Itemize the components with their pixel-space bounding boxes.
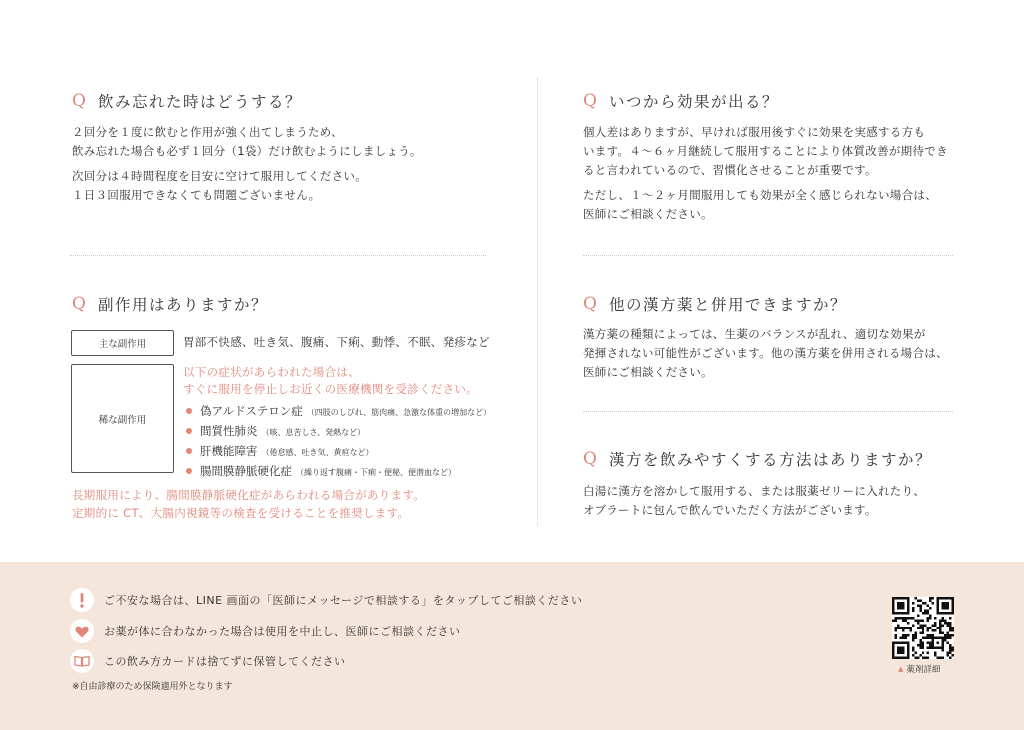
list-item <box>186 422 491 442</box>
symptom-note: （四肢のしびれ、筋肉痛、急激な体重の増加など） <box>306 408 492 417</box>
q-mark: Q <box>583 294 597 314</box>
qr-caption[interactable] <box>898 663 940 675</box>
answer-line: 飲み忘れた場合も必ず１回分（1袋）だけ飲むようにしましょう。 <box>72 144 422 158</box>
book-icon <box>70 649 94 673</box>
symptom-name: 間質性肺炎 <box>200 424 258 438</box>
divider-left-top <box>70 255 486 256</box>
warning-line: 以下の症状があらわれた場合は、 <box>183 365 360 379</box>
divider-right-mid <box>583 411 953 412</box>
bullet-icon <box>186 428 192 434</box>
answer-line: ２回分を１度に飲むと作用が強く出てしまうため、 <box>72 125 343 139</box>
answer-line: １日３回服用できなくても問題ございません。 <box>72 188 321 202</box>
faq-title: 漢方を飲みやすくする方法はありますか？ <box>608 451 932 469</box>
rare-side-effects-label <box>71 364 174 473</box>
q-mark: Q <box>72 294 86 314</box>
exclamation-icon <box>70 588 94 612</box>
answer-line: ると言われているので、習慣化させることが重要です。 <box>583 163 877 177</box>
faq-title: 他の漢方薬と併用できますか？ <box>608 296 847 314</box>
answer-line: 次回分は４時間程度を目安に空けて服用してください。 <box>72 169 367 183</box>
answer-line: ただし、１〜２ヶ月間服用しても効果が全く感じられない場合は、 <box>583 188 937 202</box>
long-term-warning <box>72 486 425 522</box>
footer-row-stop-use <box>70 619 461 643</box>
answer-line: います。４〜６ヶ月継続して服用することにより体質改善が期待でき <box>583 144 948 158</box>
faq-missed-dose-heading <box>72 90 302 112</box>
faq-side-effects-heading <box>72 293 268 315</box>
q-mark: Q <box>583 91 597 111</box>
q-mark: Q <box>583 449 597 469</box>
answer-line: 白湯に漢方を溶かして服用する、または服薬ゼリーに入れたり、 <box>583 484 926 498</box>
bullet-icon <box>186 468 192 474</box>
footer-text: この飲み方カードは捨てずに保管してください <box>104 655 346 668</box>
faq-combination-answer <box>583 325 948 382</box>
list-item <box>186 402 491 422</box>
answer-line: オブラートに包んで飲んでいただく方法がございます。 <box>583 503 877 517</box>
answer-line: 個人差はありますが、早ければ服用後すぐに効果を実感する方も <box>583 125 926 139</box>
warning-line: 定期的に CT、大腸内視鏡等の検査を受けることを推奨します。 <box>72 506 410 520</box>
divider-right-top <box>583 255 953 256</box>
symptom-name: 腸間膜静脈硬化症 <box>200 464 292 478</box>
bullet-icon <box>186 448 192 454</box>
warning-line: 長期服用により、腸間膜静脈硬化症があらわれる場合があります。 <box>72 488 426 502</box>
faq-easy-intake-answer <box>583 482 925 520</box>
list-item <box>186 462 491 482</box>
qr-label: 薬剤詳細 <box>906 665 941 675</box>
footer-text: お薬が体に合わなかった場合は使用を中止し、医師にご相談ください <box>104 625 461 638</box>
label-text: 主な副作用 <box>98 339 147 350</box>
symptom-note: （咳、息苦しさ、発熱など） <box>261 428 366 437</box>
bullet-icon <box>186 408 192 414</box>
qr-code[interactable] <box>892 597 954 659</box>
faq-combination-heading <box>583 293 847 315</box>
answer-line: 漢方薬の種類によっては、生薬のバランスが乱れ、適切な効果が <box>583 327 926 341</box>
faq-easy-intake-heading <box>583 448 932 470</box>
main-side-effects-text <box>183 333 490 352</box>
faq-missed-dose-answer <box>72 123 422 205</box>
symptom-note: （繰り返す腹痛・下痢・便秘、便潜血など） <box>296 468 456 477</box>
rare-side-effects-list <box>186 402 491 482</box>
faq-title: 飲み忘れた時はどうする？ <box>97 93 302 111</box>
footer-text: ご不安な場合は、LINE 画面の「医師にメッセージで相談する」をタップしてご相談ください <box>104 594 583 607</box>
footer-row-keep-card <box>70 649 346 673</box>
rare-side-effects-warning <box>183 364 478 398</box>
label-text: 稀な副作用 <box>98 414 147 426</box>
footer-note: ※自由診療のため保険適用外となります <box>72 682 233 692</box>
q-mark: Q <box>72 91 86 111</box>
main-side-effects-value: 胃部不快感、吐き気、腹痛、下痢、動悸、不眠、発疹など <box>183 335 490 349</box>
center-divider <box>537 78 538 526</box>
main-side-effects-label <box>71 330 174 356</box>
symptom-name: 偽アルドステロン症 <box>200 404 303 418</box>
symptom-name: 肝機能障害 <box>200 444 258 458</box>
heart-icon <box>70 619 94 643</box>
footer-panel <box>0 562 1024 730</box>
symptom-note: （倦怠感、吐き気、黄疸など） <box>261 448 374 457</box>
faq-title: いつから効果が出る？ <box>608 93 779 111</box>
faq-title: 副作用はありますか？ <box>97 296 268 314</box>
answer-line: 医師にご相談ください。 <box>583 365 713 379</box>
answer-line: 医師にご相談ください。 <box>583 207 713 221</box>
list-item <box>186 442 491 462</box>
faq-effect-timing-heading <box>583 90 779 112</box>
caret-up-icon: ▲ <box>898 665 904 673</box>
faq-effect-timing-answer <box>583 123 948 224</box>
footer-row-line-consult <box>70 588 582 612</box>
warning-line: すぐに服用を停止しお近くの医療機関を受診ください。 <box>183 382 478 396</box>
answer-line: 発揮されない可能性がございます。他の漢方薬を併用される場合は、 <box>583 346 948 360</box>
